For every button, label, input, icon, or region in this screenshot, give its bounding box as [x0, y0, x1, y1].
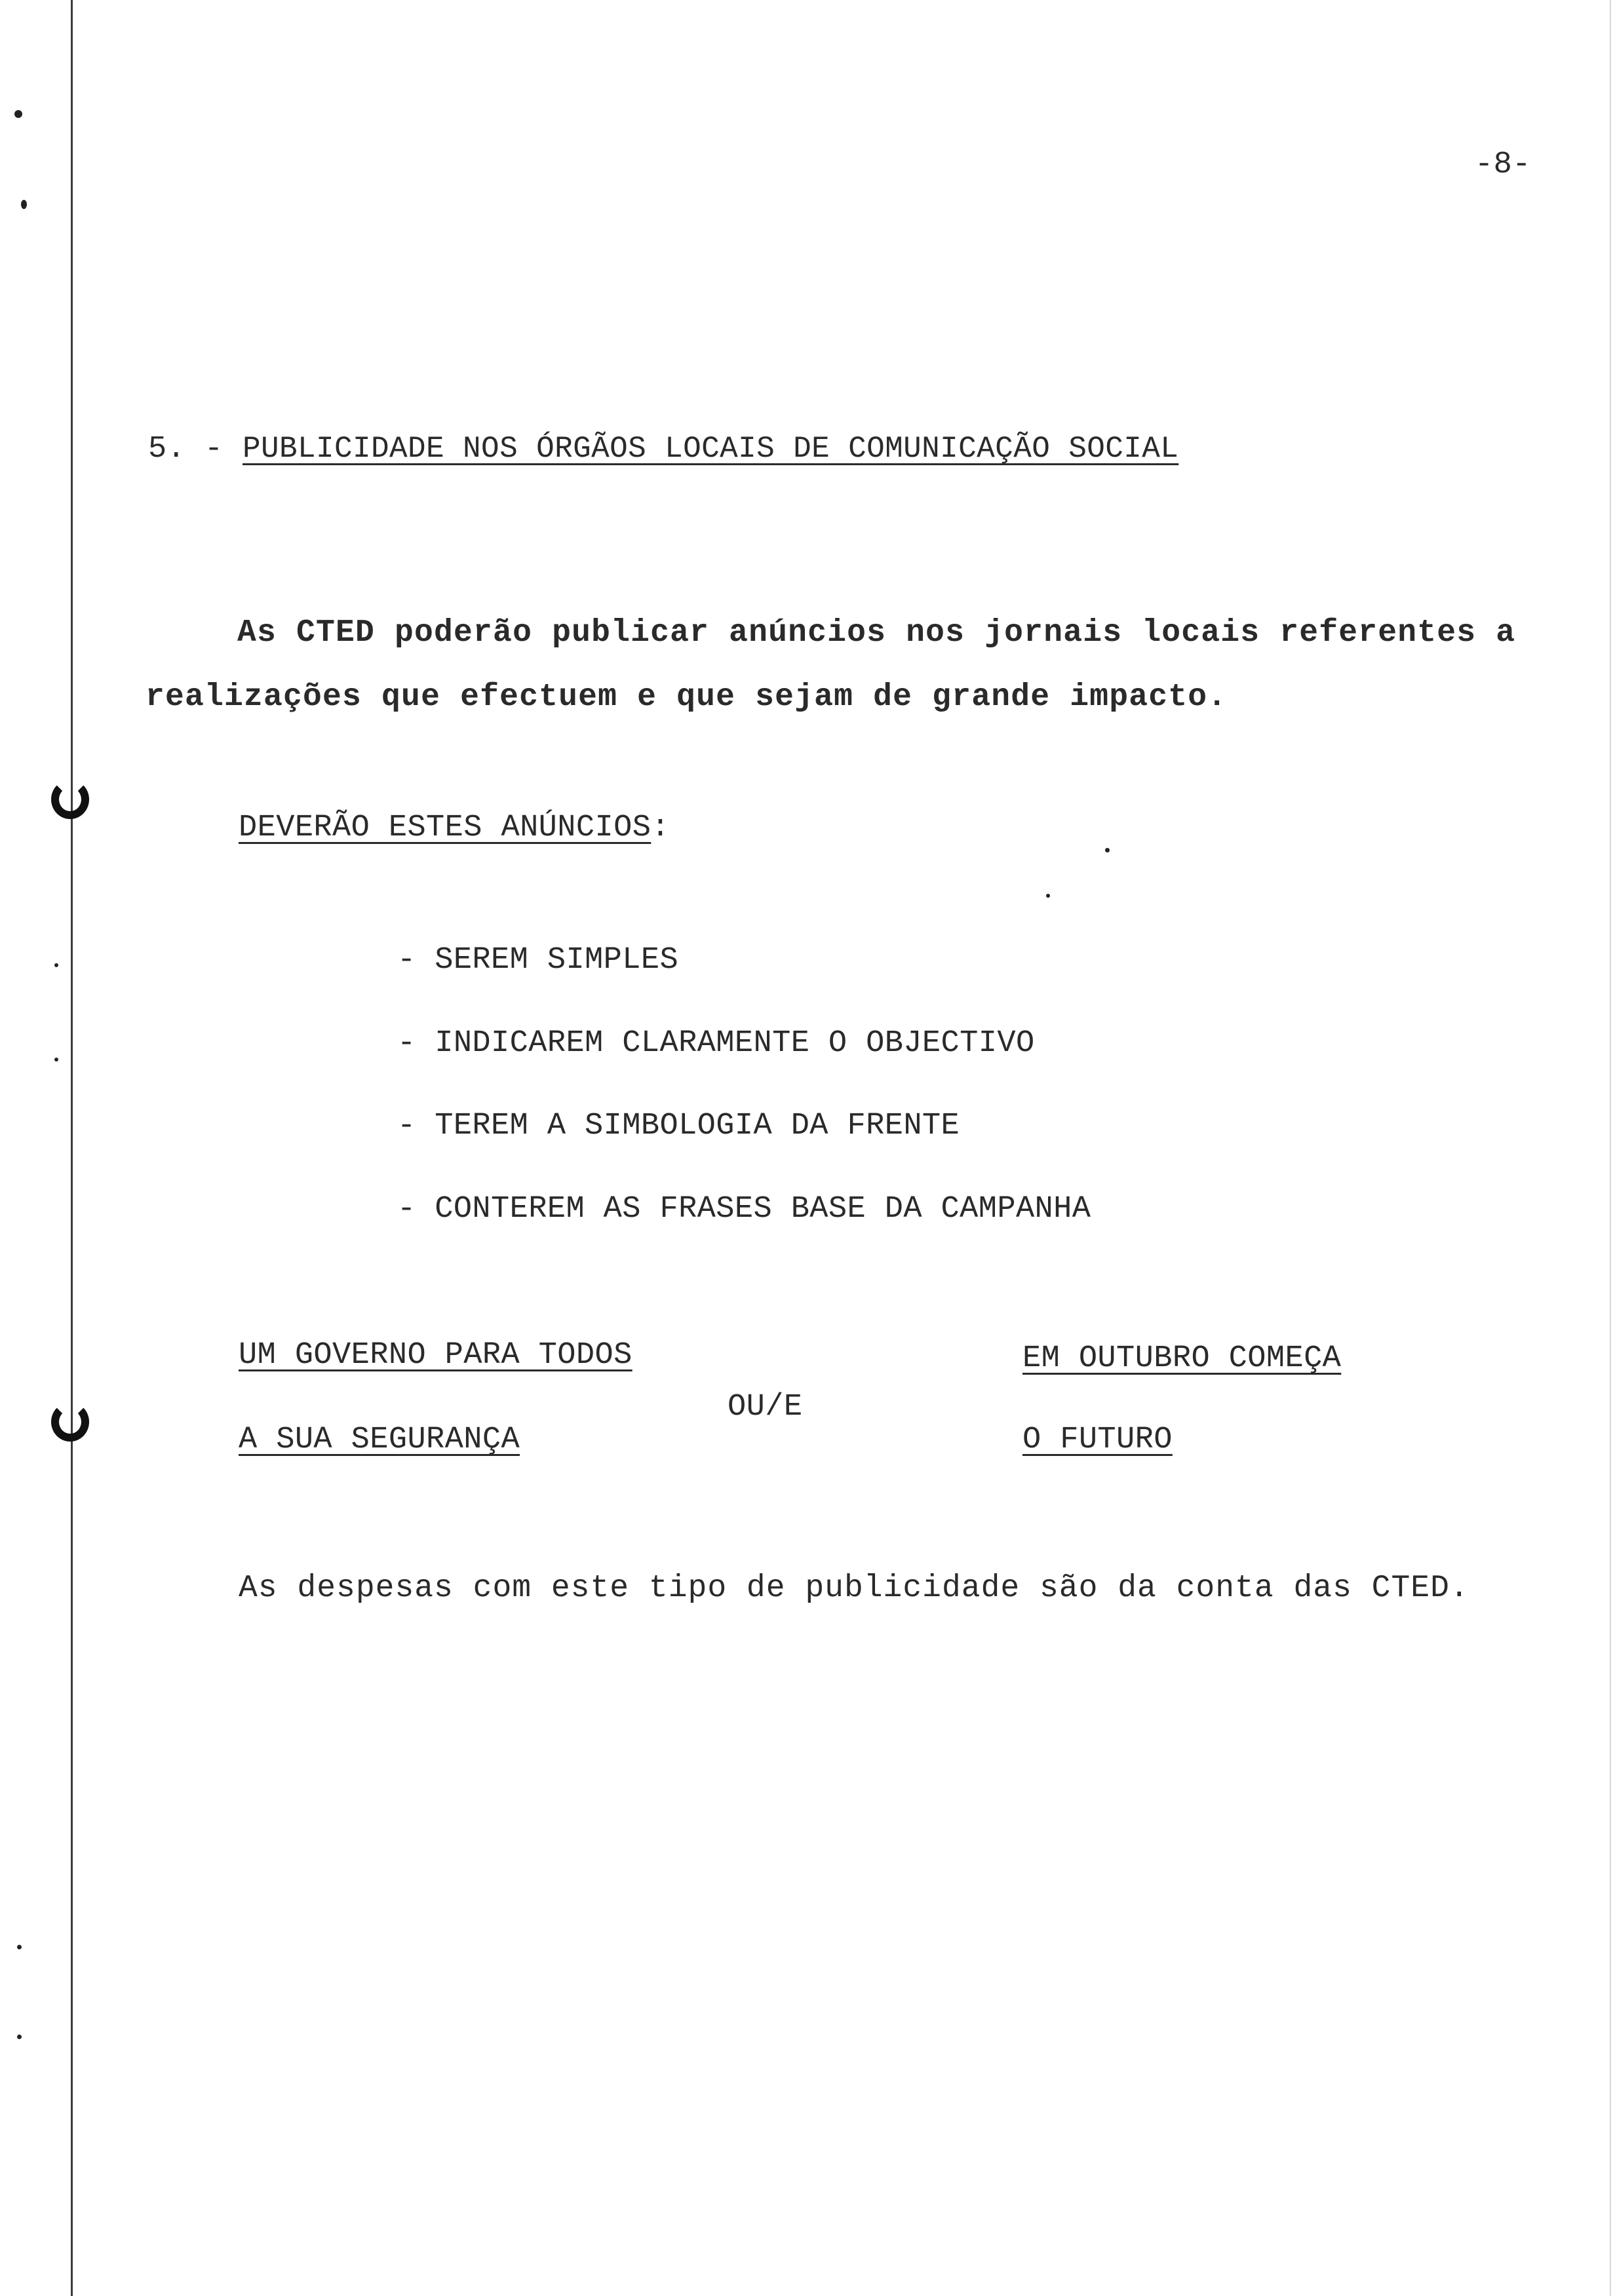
page-number: -8- [1475, 147, 1531, 182]
requirements-heading [239, 813, 670, 843]
scan-speck [54, 963, 58, 967]
scan-speck [14, 110, 22, 118]
punch-hole-mark-top [51, 780, 89, 819]
slogan-right-line-2: O FUTURO [1022, 1423, 1173, 1457]
section-title: PUBLICIDADE NOS ÓRGÃOS LOCAIS DE COMUNICAÇÃO SOCIAL [243, 432, 1179, 466]
page-edge-line [1610, 0, 1611, 2296]
scan-speck [17, 1945, 22, 1949]
section-number: 5. - [148, 432, 224, 467]
slogan-connector: OU/E [728, 1390, 803, 1425]
scan-speck [17, 2035, 22, 2039]
slogan-left-line-1: UM GOVERNO PARA TODOS [239, 1338, 632, 1373]
binder-margin-line [71, 0, 73, 2296]
intro-line-1: As CTED poderão publicar anúncios nos jornais locais referentes a [237, 615, 1516, 651]
requirement-item: - INDICAREM CLARAMENTE O OBJECTIVO [397, 1026, 1035, 1061]
intro-line-2: realizações que efectuem e que sejam de grande impacto. [146, 679, 1228, 715]
requirement-item: - SEREM SIMPLES [397, 943, 679, 978]
slogan-left-line-2: A SUA SEGURANÇA [239, 1423, 520, 1457]
scan-speck [1105, 848, 1110, 852]
requirement-item: - CONTEREM AS FRASES BASE DA CAMPANHA [397, 1192, 1091, 1227]
requirements-heading-colon: : [651, 811, 670, 845]
slogan-right-line-1: EM OUTUBRO COMEÇA [1022, 1341, 1342, 1376]
scan-speck [21, 200, 27, 209]
requirements-heading-text: DEVERÃO ESTES ANÚNCIOS [239, 811, 652, 845]
requirement-item: - TEREM A SIMBOLOGIA DA FRENTE [397, 1109, 960, 1143]
scan-speck [54, 1058, 58, 1062]
scan-speck [1046, 894, 1050, 898]
punch-hole-mark-bottom [51, 1402, 89, 1442]
closing-sentence: As despesas com este tipo de publicidade são da conta das CTED. [239, 1571, 1469, 1606]
